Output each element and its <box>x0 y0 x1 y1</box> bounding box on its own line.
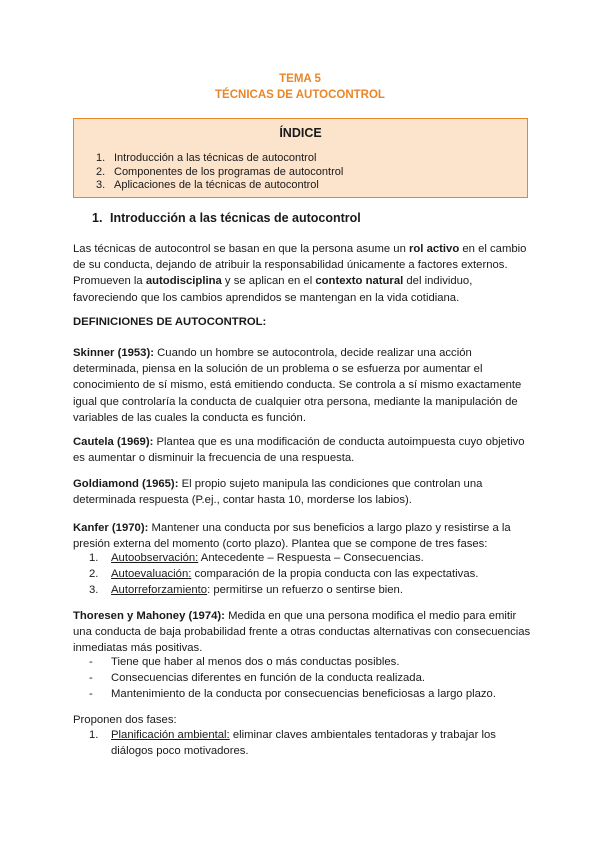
list-item-text: Consecuencias diferentes en función de la conducta realizada. <box>111 672 426 685</box>
intro-text: Las técnicas de autocontrol se basan en que la persona asume un <box>73 243 409 255</box>
index-title: ÍNDICE <box>279 126 322 140</box>
phase-description: : permitirse un refuerzo o sentirse bien. <box>207 584 403 597</box>
definition-text: Cuando un hombre se autocontrola, decide realizar una acción determinada, piensa en la solución de un problema o se esfuerza por aumentar el conocimiento de sí mismo, está emitiendo conducta. Se controla a sí mismo exactamente igual que controlaría la conducta de cualquier otra persona, mediante la manipulación de variables de las cuales la conducta es función. <box>73 347 522 424</box>
definition-text: El propio sujeto manipula las condiciones que controlan una determinada respuesta (P.ej., contar hasta 10, morderse los labios). <box>73 478 483 507</box>
section-heading <box>92 210 361 226</box>
list-item-text: Tiene que haber al menos dos o más conductas posibles. <box>111 656 400 668</box>
topic-number: TEMA 5 <box>279 73 321 85</box>
intro-bold-term: contexto natural <box>315 275 404 288</box>
intro-text: en el cambio de su conducta, dejando de atribuir la responsabilidad únicamente a factores externos. Promueven la <box>73 243 527 288</box>
definition-author: Kanfer (1970): <box>73 522 149 534</box>
definition-cautela <box>73 434 533 466</box>
definition-text: Medida en que una persona modifica el medio para emitir una conducta de baja probabilidad frente a otras conductas alternativas con consecuencias inmediatas más positivas. <box>73 610 531 655</box>
index-item <box>96 152 343 166</box>
index-item-label: Componentes de los programas de autocontrol <box>114 165 344 178</box>
phase-term: Autoobservación: <box>111 552 199 564</box>
dash-bullet: - <box>89 672 93 685</box>
definition-skinner <box>73 345 533 426</box>
list-item-text: Mantenimiento de la conducta por consecuencias beneficiosas a largo plazo. <box>111 688 496 701</box>
definitions-heading: DEFINICIONES DE AUTOCONTROL: <box>73 316 267 328</box>
definition-thoresen-mahoney <box>73 608 533 657</box>
list-item <box>89 550 478 566</box>
phase-term: Autoevaluación: <box>111 568 192 581</box>
dash-bullet: - <box>89 656 93 668</box>
section-title: Introducción a las técnicas de autocontrol <box>110 211 361 225</box>
definition-author: Skinner (1953): <box>73 347 154 359</box>
intro-paragraph <box>73 241 533 306</box>
index-list <box>96 152 343 193</box>
definition-author: Cautela (1969): <box>73 436 154 448</box>
thoresen-points-list <box>89 654 496 703</box>
list-number: 1. <box>89 729 99 741</box>
intro-text: del individuo, favoreciendo que los cambios aprendidos se mantengan en la vida cotidiana. <box>73 275 473 304</box>
definition-text: Mantener una conducta por sus beneficios a largo plazo y resistirse a la presión externa del momento (corto plazo). Plantea que se compone de tres fases: <box>73 522 511 551</box>
index-item-number: 2. <box>96 165 106 178</box>
proponen-paragraph: Proponen dos fases: <box>73 714 177 726</box>
list-item <box>89 566 478 582</box>
phase-term: Autorreforzamiento <box>111 584 208 597</box>
phase-description: comparación de la propia conducta con las expectativas. <box>191 568 479 581</box>
list-item <box>89 582 478 598</box>
list-item <box>89 654 496 670</box>
index-item-label: Aplicaciones de la técnicas de autocontrol <box>114 179 319 191</box>
index-item <box>96 179 343 193</box>
intro-bold-term: rol activo <box>409 243 460 255</box>
definition-kanfer <box>73 520 533 552</box>
list-item <box>89 670 496 686</box>
document-title: TÉCNICAS DE AUTOCONTROL <box>215 89 385 101</box>
intro-bold-term: autodisciplina <box>145 275 222 288</box>
list-number: 2. <box>89 568 99 581</box>
intro-text: y se aplican en el <box>221 275 316 288</box>
proponen-phases-list <box>89 727 499 759</box>
definition-author: Goldiamond (1965): <box>73 478 179 490</box>
list-number: 3. <box>89 584 99 597</box>
dash-bullet: - <box>89 688 93 701</box>
index-item-number: 3. <box>96 179 106 191</box>
definition-goldiamond <box>73 476 533 508</box>
index-box <box>73 118 528 198</box>
phase-description: eliminar claves ambientales tentadoras y trabajar los diálogos poco motivadores. <box>111 729 496 758</box>
definition-author: Thoresen y Mahoney (1974): <box>73 610 225 622</box>
index-item-number: 1. <box>96 152 106 164</box>
index-item <box>96 166 343 180</box>
list-item <box>89 727 499 759</box>
phase-term: Planificación ambiental: <box>111 729 230 741</box>
section-number: 1. <box>92 211 103 225</box>
index-item-label: Introducción a las técnicas de autocontrol <box>114 152 317 164</box>
list-item <box>89 686 496 702</box>
definition-text: Plantea que es una modificación de conducta autoimpuesta cuyo objetivo es aumentar o disminuir la frecuencia de una respuesta. <box>73 436 525 465</box>
list-number: 1. <box>89 552 99 564</box>
phase-description: Antecedente – Respuesta – Consecuencias. <box>198 552 424 564</box>
kanfer-phases-list <box>89 550 478 599</box>
